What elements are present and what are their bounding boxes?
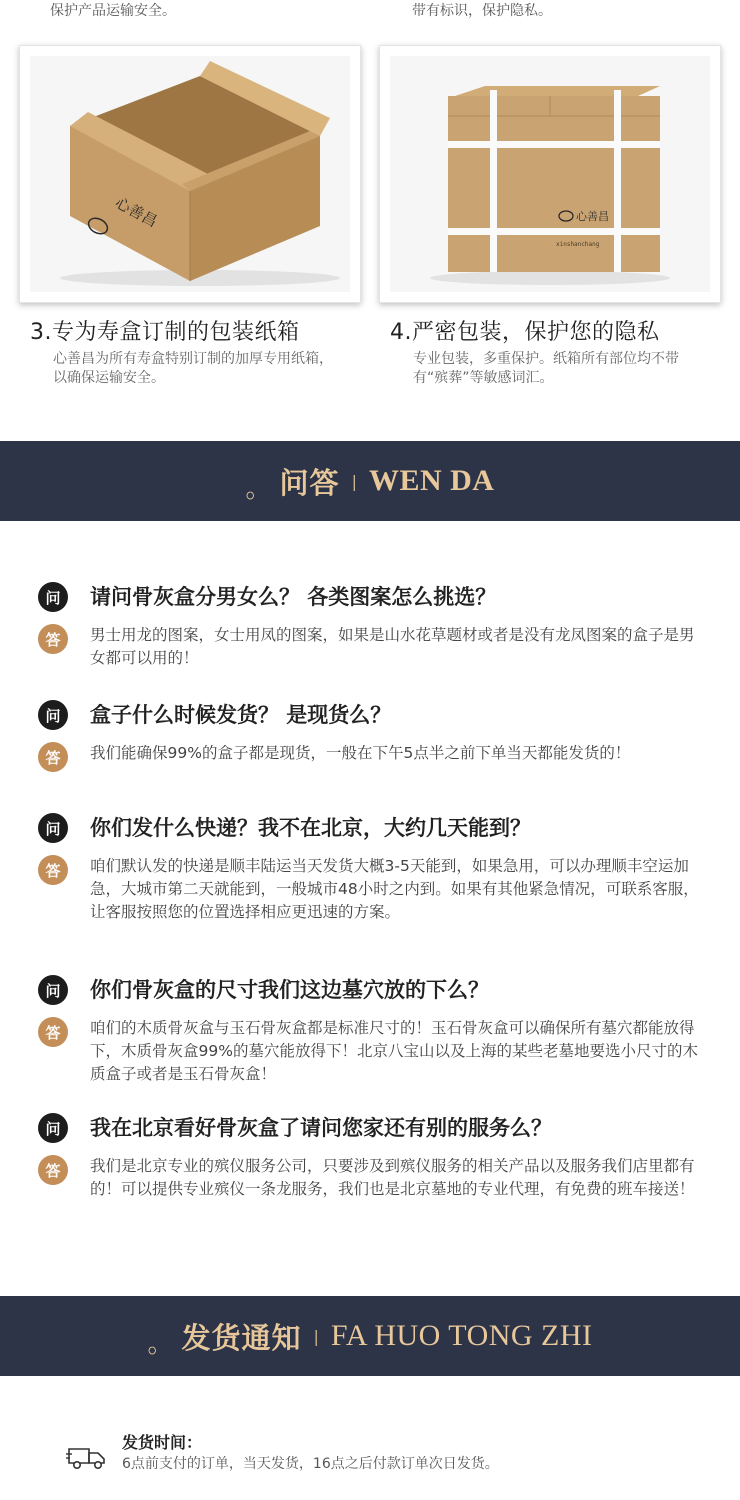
banner-separator: | xyxy=(313,1326,319,1346)
question-row xyxy=(38,813,708,843)
answer-text: 我们是北京专业的殡仪服务公司，只要涉及到殡仪服务的相关产品以及服务我们店里都有的！可以提供专业殡仪一条龙服务，我们也是北京墓地的专业代理，有免费的班车接送！ xyxy=(90,1157,695,1198)
box-label-text: 心善昌 xyxy=(576,210,609,223)
question-badge: 问 xyxy=(38,813,68,843)
banner-title-cn: 发货通知 xyxy=(181,1320,302,1355)
answer-row xyxy=(38,1017,708,1086)
question-badge: 问 xyxy=(38,700,68,730)
feature-desc: 专业包装，多重保护。纸箱所有部位均不带有“殡葬”等敏感词汇。 xyxy=(413,351,679,386)
feature-packing-box xyxy=(30,318,343,388)
answer-text: 男士用龙的图案，女士用凤的图案，如果是山水花草题材或者是没有龙凤图案的盒子是男女都可以用的！ xyxy=(90,626,695,667)
answer-text: 我们能确保99%的盒子都是现货，一般在下午5点半之前下单当天都能发货的！ xyxy=(90,744,631,762)
question-row xyxy=(38,700,708,730)
feature-privacy xyxy=(390,318,703,388)
answer-row xyxy=(38,624,708,670)
answer-badge: 答 xyxy=(38,1017,68,1047)
answer-row xyxy=(38,742,708,772)
qa-item xyxy=(38,582,708,670)
shipping-time-info xyxy=(66,1432,499,1474)
feature-title: 3.专为寿盒订制的包装纸箱 xyxy=(30,320,300,345)
shipping-desc: 6点前支付的订单，当天发货，16点之后付款订单次日发货。 xyxy=(122,1456,499,1472)
shipping-text xyxy=(122,1432,499,1474)
qa-item xyxy=(38,700,708,772)
answer-row xyxy=(38,1155,708,1201)
shipping-title: 发货时间： xyxy=(122,1433,203,1452)
question-text: 盒子什么时候发货？ 是现货么？ xyxy=(90,702,392,727)
delivery-truck-icon xyxy=(66,1440,110,1472)
question-badge: 问 xyxy=(38,1113,68,1143)
banner-title-en: WEN DA xyxy=(368,464,495,497)
caption-left-top: 保护产品运输安全。 xyxy=(50,3,176,19)
banner-title-en: FA HUO TONG ZHI xyxy=(330,1319,593,1352)
open-box-image xyxy=(30,56,350,292)
answer-badge: 答 xyxy=(38,1155,68,1185)
question-row xyxy=(38,1113,708,1143)
question-row xyxy=(38,975,708,1005)
question-badge: 问 xyxy=(38,582,68,612)
feature-desc: 心善昌为所有寿盒特别订制的加厚专用纸箱，以确保运输安全。 xyxy=(53,351,333,386)
banner-separator: | xyxy=(351,471,357,491)
question-text: 请问骨灰盒分男女么？ 各类图案怎么挑选？ xyxy=(90,584,497,609)
photo-open-box xyxy=(19,45,361,303)
question-text: 我在北京看好骨灰盒了请问您家还有别的服务么？ xyxy=(90,1115,552,1140)
answer-badge: 答 xyxy=(38,855,68,885)
question-badge: 问 xyxy=(38,975,68,1005)
banner-title-cn: 问答 xyxy=(279,465,340,500)
question-text: 你们发什么快递？我不在北京，大约几天能到？ xyxy=(90,815,531,840)
answer-text: 咱们的木质骨灰盒与玉石骨灰盒都是标准尺寸的！玉石骨灰盒可以确保所有墓穴都能放得下，木质骨灰盒99%的墓穴能放得下！北京八宝山以及上海的某些老墓地要选小尺寸的木质盒子或者是玉石骨灰盒！ xyxy=(90,1019,698,1083)
banner-dot: 。 xyxy=(245,473,272,504)
question-row xyxy=(38,582,708,612)
qa-section-banner xyxy=(0,441,740,521)
photo-strapped-box xyxy=(379,45,721,303)
answer-text: 咱们默认发的快递是顺丰陆运当天发货大概3-5天能到，如果急用，可以办理顺丰空运加急，大城市第二天就能到，一般城市48小时之内到。如果有其他紧急情况，可联系客服，让客服按照您的位置选择相应更迅速的方案。 xyxy=(90,857,699,921)
qa-item xyxy=(38,975,708,1086)
box-logo-text: 心善昌 xyxy=(112,193,161,231)
answer-row xyxy=(38,855,708,924)
box-label-pinyin: xinshanchang xyxy=(556,241,600,248)
answer-badge: 答 xyxy=(38,742,68,772)
shipping-section-banner xyxy=(0,1296,740,1376)
answer-badge: 答 xyxy=(38,624,68,654)
caption-right-top: 带有标识，保护隐私。 xyxy=(412,3,552,19)
qa-item xyxy=(38,1113,708,1201)
banner-dot: 。 xyxy=(147,1328,174,1359)
feature-title: 4.严密包装，保护您的隐私 xyxy=(390,320,660,345)
previous-captions xyxy=(0,0,740,30)
strapped-box-image xyxy=(390,56,710,292)
question-text: 你们骨灰盒的尺寸我们这边墓穴放的下么？ xyxy=(90,977,489,1002)
qa-item xyxy=(38,813,708,924)
